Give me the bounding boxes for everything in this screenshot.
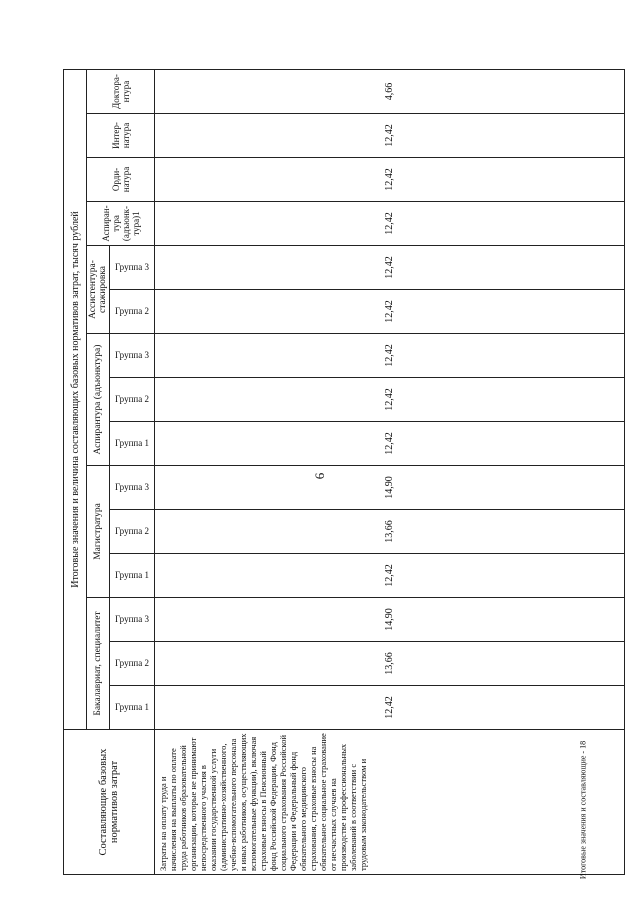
sub-header-label: Группа 3: [115, 262, 149, 273]
group-header-postgrad: Аспирантура (адъюнктура): [87, 334, 110, 466]
value-cell: 12,42: [155, 378, 625, 422]
main-header: Итоговые значения и величина составляющих базовых нормативов затрат, тысяч рублей: [64, 70, 87, 730]
sub-header: [110, 554, 155, 598]
sub-header-label: Группа 2: [115, 526, 149, 537]
sub-header-label: Группа 3: [115, 482, 149, 493]
value-cell: 12,42: [155, 334, 625, 378]
col-header-postgrad-single: Аспиран-тура (адъюнк-тура)1: [87, 202, 155, 246]
footer-note: Итоговые значения и составляющие - 18: [578, 740, 588, 880]
value-cell: 4,66: [155, 70, 625, 114]
row-description: Затраты на оплату труда и начисления на выплаты по оплате труда работников образовательной организации, которые не принимают непосредственного участия в оказании государственной услуги (административно-хозяйственного, учебно-вспомогательного персонала и иных работников, осуществляющих вспомогательные функции), включая страховые взносы в Пенсионный фонд Российской Федерации, Фонд социального страхования Российской Федерации и Федеральный фонд обязательного медицинского страхования, страховые взносы на обязательное социальное страхование от несчастных случаев на производстве и профессиональных заболеваний в соответствии с трудовым законодательством и: [155, 730, 625, 875]
value-cell: 12,42: [155, 554, 625, 598]
corner-header: Составляющие базовых нормативов затрат: [64, 730, 155, 875]
sub-header: [110, 334, 155, 378]
sub-header-label: Группа 1: [115, 438, 149, 449]
page-number: 6: [312, 472, 327, 480]
sub-header-label: Группа 3: [115, 614, 149, 625]
sub-header: [110, 686, 155, 730]
col-header-doctoral: Доктора-нтура: [87, 70, 155, 114]
sub-header-label: Группа 2: [115, 306, 149, 317]
sub-header-label: Группа 2: [115, 658, 149, 669]
rotated-table-container: [63, 74, 625, 875]
sub-header-label: Группа 2: [115, 394, 149, 405]
col-header-internship: Интер-натура: [87, 114, 155, 158]
sub-header: [110, 422, 155, 466]
col-header-residency: Орди-натура: [87, 158, 155, 202]
normatives-table: [63, 69, 625, 875]
sub-header: [110, 378, 155, 422]
sub-header-label: Группа 1: [115, 570, 149, 581]
table-row: [155, 70, 625, 875]
value-cell: 13,66: [155, 510, 625, 554]
sub-header: [110, 290, 155, 334]
sub-header: [110, 642, 155, 686]
sub-header: [110, 246, 155, 290]
value-cell: 12,42: [155, 114, 625, 158]
sub-header-label: Группа 1: [115, 702, 149, 713]
value-cell: 12,42: [155, 422, 625, 466]
group-header-bachelor: Бакалавриат, специалитет: [87, 598, 110, 730]
sub-header-label: Группа 3: [115, 350, 149, 361]
value-cell: 14,90: [155, 598, 625, 642]
group-header-master: Магистратура: [87, 466, 110, 598]
value-cell: 12,42: [155, 290, 625, 334]
value-cell: 12,42: [155, 158, 625, 202]
sub-header: [110, 510, 155, 554]
value-cell: 12,42: [155, 202, 625, 246]
group-header-assistantship: Ассистентура-стажировка: [87, 246, 110, 334]
value-cell: 13,66: [155, 642, 625, 686]
value-cell: 14,90: [155, 466, 625, 510]
sub-header: [110, 466, 155, 510]
value-cell: 12,42: [155, 246, 625, 290]
sub-header: [110, 598, 155, 642]
value-cell: 12,42: [155, 686, 625, 730]
